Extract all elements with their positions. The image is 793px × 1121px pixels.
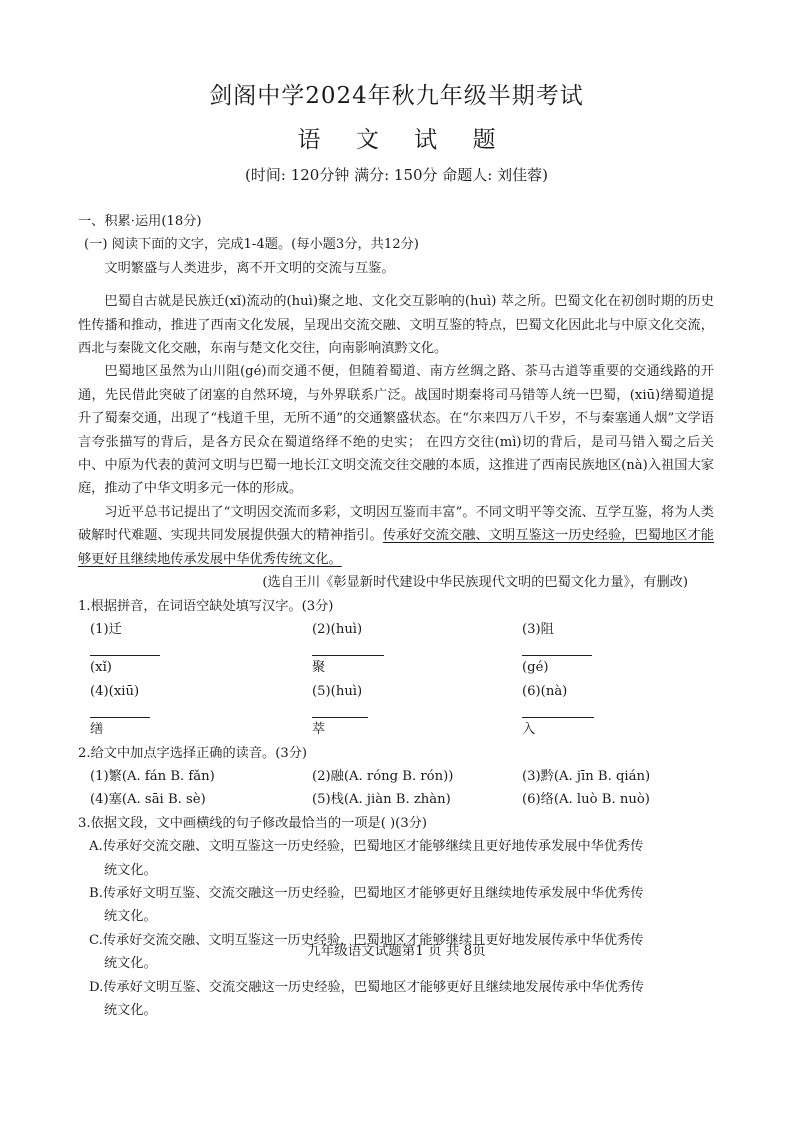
question-3-stem: 3.依据文段，文中画横线的句子修改最恰当的一项是( )(3分)	[78, 815, 428, 831]
exam-info: (时间: 120分钟 满分: 150分 命题人: 刘佳蓉)	[245, 166, 548, 184]
question-2-stem: 2.给文中加点字选择正确的读音。(3分)	[78, 745, 308, 761]
q1-item-5: (5)(huì) 萃	[312, 680, 522, 742]
answer-blank[interactable]	[312, 641, 384, 656]
passage-paragraph-3	[78, 501, 714, 571]
option-c[interactable]: C.传承好交流交融、文明互鉴这一历史经验，巴蜀地区才能够继续且更好地发展传承中华优秀传 统文化。	[89, 932, 644, 972]
q2-item-5: (5)栈(A. jiàn B. zhàn)	[312, 792, 451, 808]
passage-source: (选自王川《彰显新时代建设中华民族现代文明的巴蜀文化力量》，有删改)	[262, 575, 688, 591]
exam-subtitle: 语 文 试 题	[297, 127, 510, 153]
question-1-row-2	[78, 680, 714, 742]
option-a[interactable]: A.传承好交流交融、文明互鉴这一历史经验，巴蜀地区才能够继续且更好地传承发展中华优秀传 统文化。	[89, 839, 644, 878]
q2-item-4: (4)塞(A. sāi B. sè)	[90, 792, 206, 808]
passage-paragraph-1: 巴蜀自古就是民族迁(xǐ)流动的(huì)聚之地、文化交互影响的(huì) 萃之所。巴蜀文化在初创时期的历史性传播和推动，推进了西南文化发展，呈现出交流交融、文明互鉴的特点，巴蜀文化因此北与中原文化交流，西北与秦陇文化交融，东南与楚文化交往，向南影响滇黔文化。	[78, 294, 714, 357]
answer-blank[interactable]	[90, 703, 150, 718]
q1-item-2: (2)(huì) 聚	[312, 618, 522, 680]
answer-blank[interactable]	[312, 703, 368, 718]
q2-item-1: (1)繁(A. fán B. fǎn)	[90, 768, 215, 784]
exam-body	[78, 210, 714, 1022]
passage-intro: 文明繁盛与人类进步，离不开文明的交流与互鉴。	[104, 260, 395, 276]
answer-blank[interactable]	[90, 641, 160, 656]
q1-item-4: (4)(xiū) 缮	[90, 680, 312, 742]
part-heading: (一) 阅读下面的文字，完成1-4题。(每小题3分，共12分)	[84, 237, 419, 253]
exam-title: 剑阁中学2024年秋九年级半期考试	[209, 83, 584, 109]
answer-blank[interactable]	[522, 641, 592, 656]
q1-item-3: (3)阻 (gé)	[522, 618, 722, 680]
q1-item-1: (1)迁 (xǐ)	[90, 618, 312, 680]
underlined-sentence: 传承好交流交融、文明互鉴这一历史经验，巴蜀地区才能够更好且继续地传承发展中华优秀传统文化。	[78, 528, 714, 567]
paragraph-3-text: 习近平总书记提出了“文明因交流而多彩，文明因互鉴而丰富”。不同文明平等交流、互学互鉴，将为人类破解时代难题、实现共同发展提供强大的精神指引。	[78, 504, 714, 544]
question-1-row-1	[78, 618, 714, 680]
answer-blank[interactable]	[522, 703, 594, 718]
option-b[interactable]: B.传承好文明互鉴、交流交融这一历史经验，巴蜀地区才能够更好且继续地传承发展中华优秀传 统文化。	[89, 885, 644, 925]
question-2-row-2	[78, 788, 714, 811]
passage-paragraph-2: 巴蜀地区虽然为山川阻(gé)而交通不便，但随着蜀道、南方丝绸之路、茶马古道等重要的交通线路的开通，先民借此突破了闭塞的自然环境，与外界联系广泛。战国时期秦将司马错等人统一巴蜀，(xiū)缮蜀道提升了蜀秦交通，出现了“栈道千里，无所不通”的交通繁盛状态。在“尔来四万八千岁，不与秦塞通人烟”文学语言夸张描写的背后，是各方民众在蜀道络绎不绝的史实； 在四方交往(mì)切的背后，是司马错入蜀之后关中、中原为代表的黄河文明与巴蜀一地长江文明交流交往交融的本质，这推进了西南民族地区(nà)入祖国大家庭，推动了中华文明多元一体的形成。	[78, 364, 714, 497]
section-heading: 一、积累·运用(18分)	[78, 214, 202, 229]
question-2-row-1	[78, 765, 714, 788]
q1-item-6: (6)(nà) 入	[522, 680, 722, 742]
page-footer: 九年级语文试题第1 页 共 8页	[307, 943, 486, 959]
q2-item-6: (6)络(A. luò B. nuò)	[522, 792, 650, 808]
option-d[interactable]: D.传承好文明互鉴、交流交融这一历史经验，巴蜀地区才能够更好且继续地发展传承中华优秀传 统文化。	[89, 979, 644, 1018]
question-1-stem: 1.根据拼音，在词语空缺处填写汉字。(3分)	[78, 598, 334, 614]
q2-item-2: (2)融(A. róng B. rón))	[312, 768, 454, 784]
q2-item-3: (3)黔(A. jīn B. qián)	[522, 768, 651, 784]
